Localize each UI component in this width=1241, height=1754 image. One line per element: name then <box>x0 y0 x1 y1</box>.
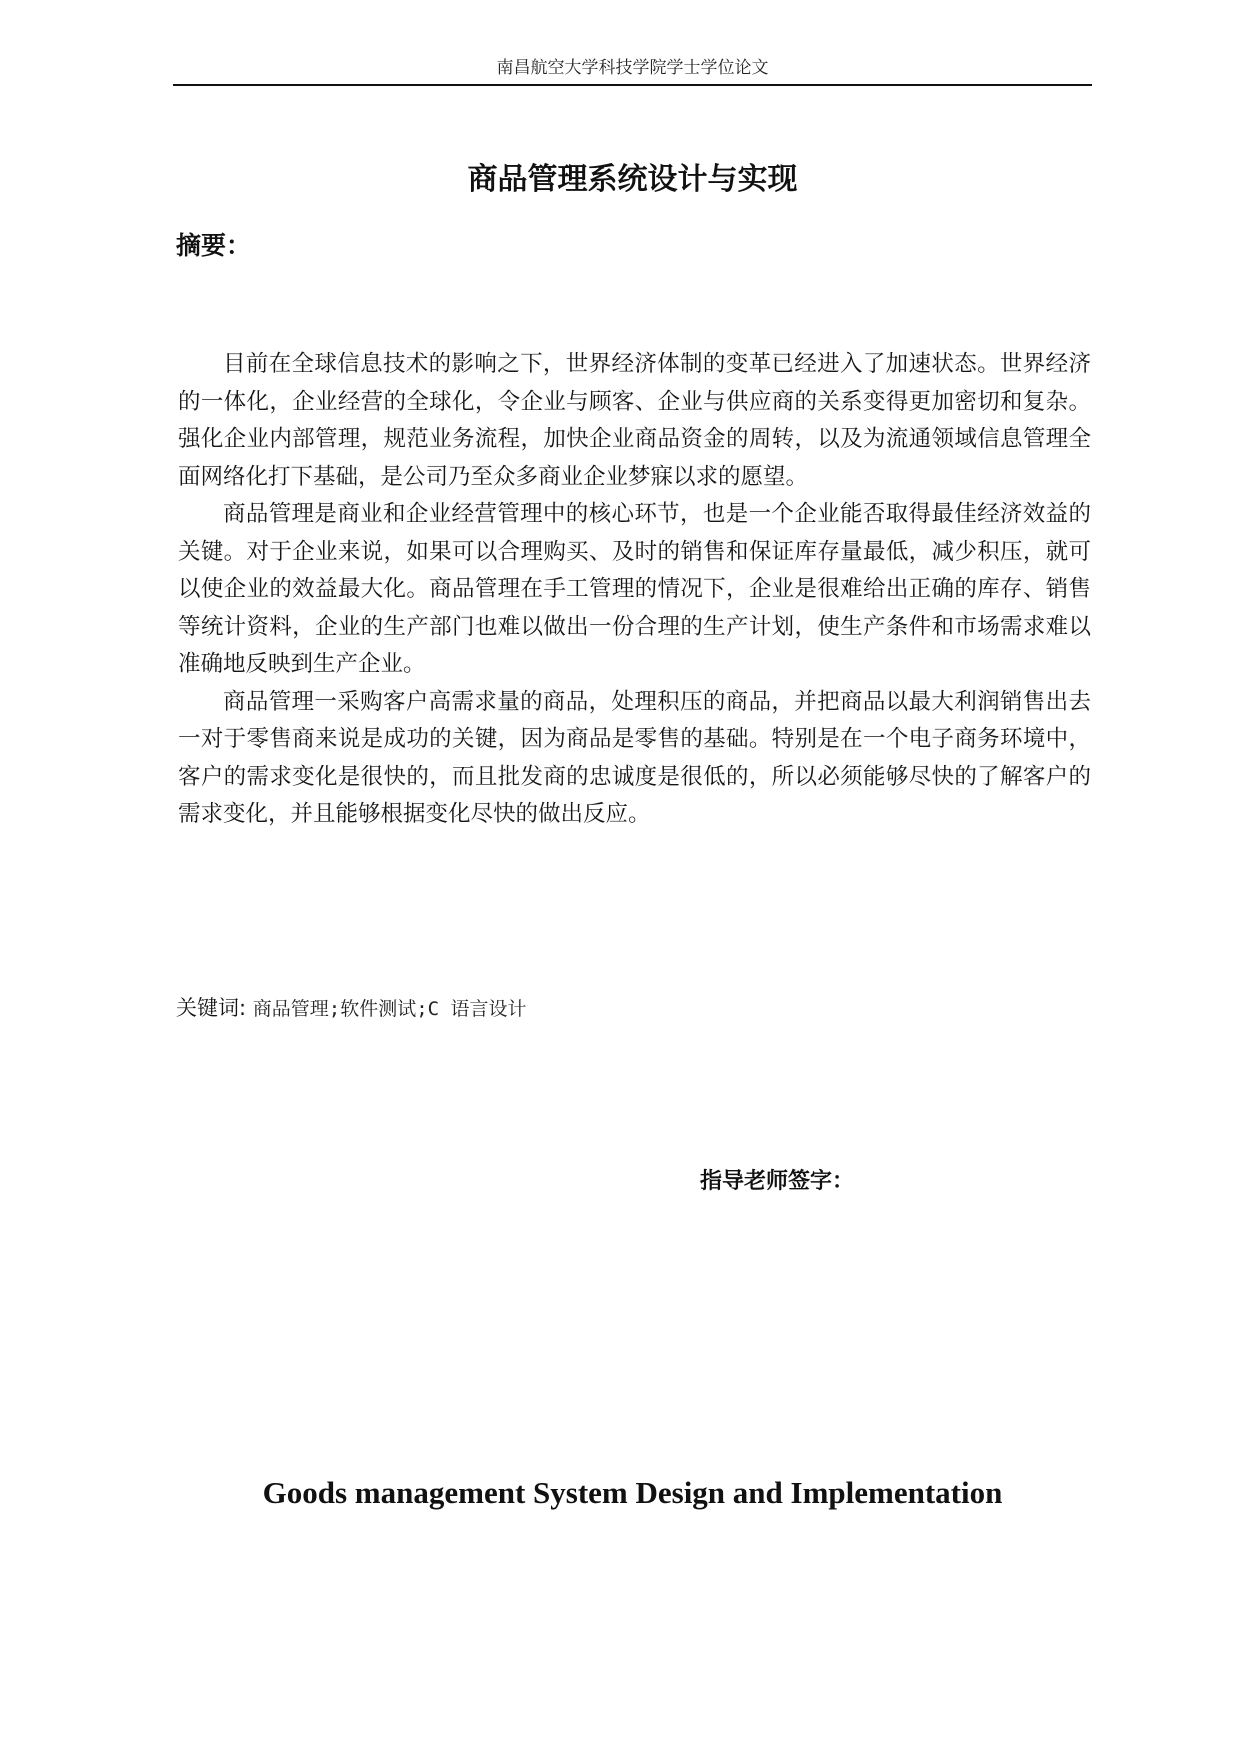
keywords-values: 商品管理;软件测试;C 语言设计 <box>252 998 527 1020</box>
running-header: 南昌航空大学科技学院学士学位论文 <box>496 58 769 78</box>
thesis-title-en: Goods management System Design and Implementation <box>262 1475 1003 1510</box>
header-rule <box>173 84 1092 86</box>
abstract-heading: 摘要： <box>176 231 252 260</box>
thesis-title-cn: 商品管理系统设计与实现 <box>467 162 798 197</box>
advisor-signature-label: 指导老师签字： <box>700 1169 855 1194</box>
abstract-paragraph-1: 目前在全球信息技术的影响之下，世界经济体制的变革已经进入了加速状态。世界经济的一体化，企业经营的全球化，令企业与顾客、企业与供应商的关系变得更加密切和复杂。强化企业内部管理，规范业务流程，加快企业商品资金的周转，以及为流通领域信息管理全面网络化打下基础，是公司乃至众多商业企业梦寐以求的愿望。 <box>178 351 1091 490</box>
abstract-paragraph-2: 商品管理是商业和企业经营管理中的核心环节，也是一个企业能否取得最佳经济效益的关键。对于企业来说，如果可以合理购买、及时的销售和保证库存量最低，减少积压，就可以使企业的效益最大化。商品管理在手工管理的情况下，企业是很难给出正确的库存、销售等统计资料，企业的生产部门也难以做出一份合理的生产计划，使生产条件和市场需求难以准确地反映到生产企业。 <box>178 501 1091 677</box>
keywords-label: 关键词: <box>176 996 247 1020</box>
abstract-body <box>178 346 1091 834</box>
abstract-paragraph-3: 商品管理一采购客户高需求量的商品，处理积压的商品，并把商品以最大利润销售出去一对于零售商来说是成功的关键，因为商品是零售的基础。特别是在一个电子商务环境中，客户的需求变化是很快的，而且批发商的忠诚度是很低的，所以必须能够尽快的了解客户的需求变化，并且能够根据变化尽快的做出反应。 <box>178 688 1091 827</box>
keywords-line <box>176 990 527 1027</box>
